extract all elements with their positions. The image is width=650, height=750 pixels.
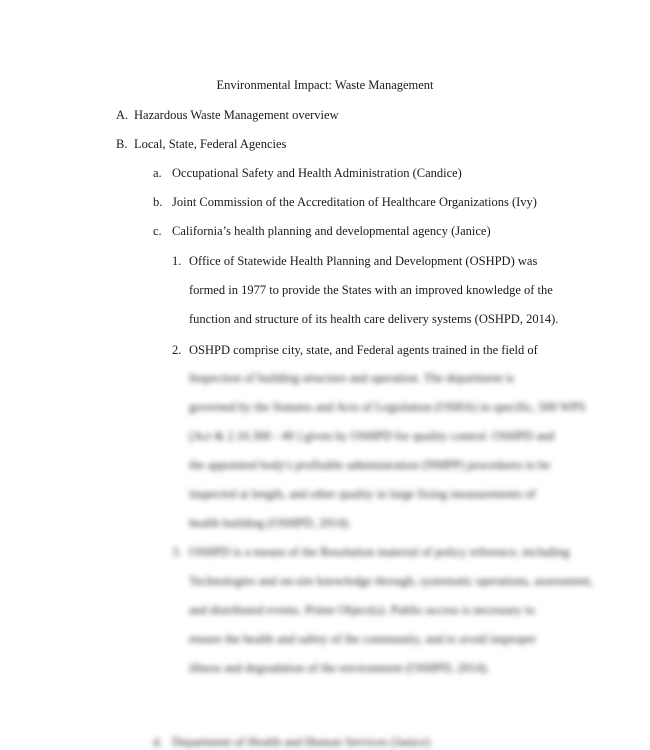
numbered-1-line-1: Office of Statewide Health Planning and Development (OSHPD) was: [189, 254, 538, 268]
document-title: Environmental Impact: Waste Management: [216, 78, 434, 92]
blurred-preview-region: [0, 332, 650, 750]
numbered-marker-3: 3.: [172, 545, 182, 559]
sub-marker-b: b.: [153, 195, 163, 209]
sub-item-d: Department of Health and Human Services (Janice): [172, 735, 431, 749]
numbered-2-line-5: the appointed body's profitable administration (NMPP) procedures to be: [189, 458, 551, 472]
sub-marker-a: a.: [153, 166, 162, 180]
numbered-2-line-1: OSHPD comprise city, state, and Federal agents trained in the field of: [189, 343, 538, 357]
outline-marker-a: A.: [116, 108, 129, 122]
numbered-3-line-4: ensure the health and safety of the community, and to avoid improper: [189, 632, 537, 646]
numbered-3-line-2: Technologies and on-site knowledge through, systematic operations, assessment,: [189, 574, 593, 588]
sub-item-c: California’s health planning and developmental agency (Janice): [172, 224, 491, 238]
sub-marker-c: c.: [153, 224, 162, 238]
sub-item-a: Occupational Safety and Health Administration (Candice): [172, 166, 462, 180]
outline-item-a: Hazardous Waste Management overview: [134, 108, 339, 122]
numbered-2-line-3: governed by the Statutes and Acts of Legislation (OSHA) in specific, 500 WPS: [189, 400, 586, 414]
numbered-1-line-3: function and structure of its health care delivery systems (OSHPD, 2014).: [189, 312, 559, 326]
numbered-marker-1: 1.: [172, 254, 182, 268]
numbered-2-line-2: Inspection of building structure and operation. The department is: [189, 371, 515, 385]
outline-item-b: Local, State, Federal Agencies: [134, 137, 287, 151]
sub-item-b: Joint Commission of the Accreditation of Healthcare Organizations (Ivy): [172, 195, 537, 209]
numbered-3-line-5: illness and degradation of the environment (OSHPD, 2014).: [189, 661, 490, 675]
outline-marker-b: B.: [116, 137, 128, 151]
numbered-2-line-7: health building (OSHPD, 2014).: [189, 516, 352, 530]
sub-marker-d: d.: [153, 735, 163, 749]
numbered-2-line-6: inspected at length, and other quality in large fixing measurements of: [189, 487, 536, 501]
numbered-marker-2: 2.: [172, 343, 182, 357]
numbered-3-line-1: OSHPD is a means of the Resolution material of policy reference, including: [189, 545, 570, 559]
numbered-1-line-2: formed in 1977 to provide the States with an improved knowledge of the: [189, 283, 553, 297]
numbered-3-line-3: and distributed events. Prime Object(s). Public-access is necessary to: [189, 603, 535, 617]
numbered-2-line-4: [Act & 2.10.300 - 49 ] given by OSHPD for quality control. OSHPD and: [189, 429, 555, 443]
